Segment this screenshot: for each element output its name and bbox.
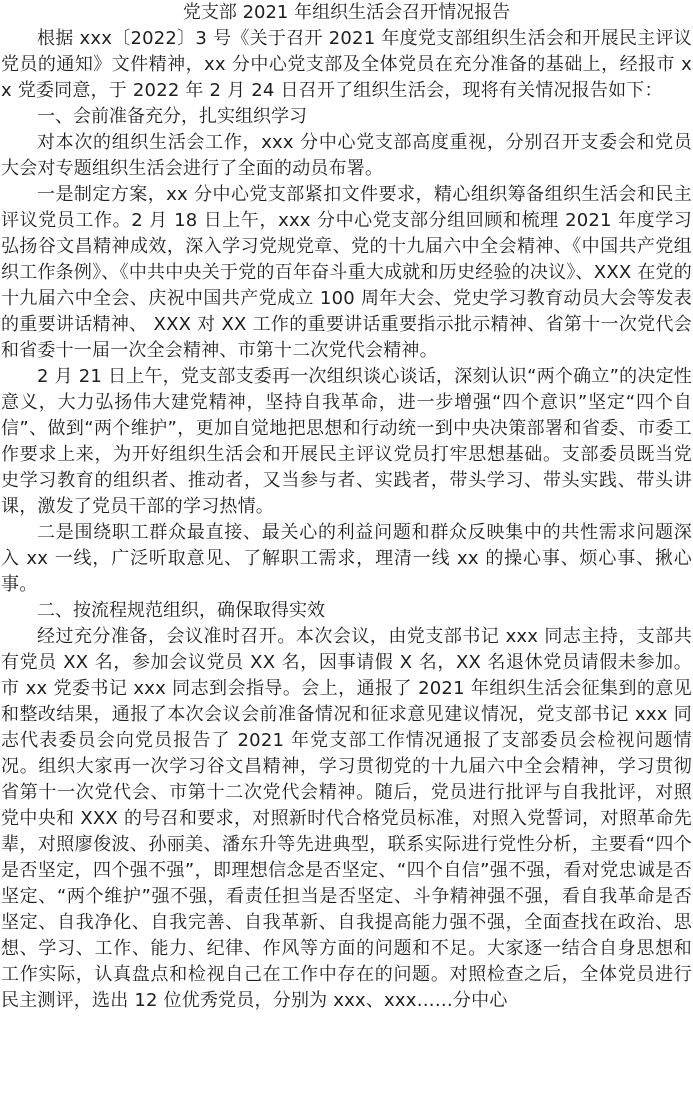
body-paragraph: 对本次的组织生活会工作，xxx 分中心党支部高度重视，分别召开支委会和党员大会对专题组织生活会进行了全面的动员布署。 xyxy=(1,132,692,179)
section-heading: 二、按流程规范组织，确保取得实效 xyxy=(37,600,325,621)
document-body xyxy=(1,26,692,1014)
document-title: 党支部 2021 年组织生活会召开情况报告 xyxy=(182,2,511,23)
body-paragraph: 二是围绕职工群众最直接、最关心的利益问题和群众反映集中的共性需求问题深入 xx 一线，广泛听取意见、了解职工需求，理清一线 xx 的操心事、烦心事、揪心事。 xyxy=(1,522,692,595)
body-paragraph: 2 月 21 日上午，党支部支委再一次组织谈心谈话，深刻认识“两个确立”的决定性意义，大力弘扬伟大建党精神，坚持自我革命，进一步增强“四个意识”坚定“四个自信”、做到“两个维护”，更加自觉地把思想和行动统一到中央决策部署和省委、市委工作要求上来，为开好组织生活会和开展民主评议党员打牢思想基础。支部委员既当党史学习教育的组织者、推动者，又当参与者、实践者，带头学习、带头实践、带头讲课，激发了党员干部的学习热情。 xyxy=(1,366,692,517)
body-paragraph: 根据 xxx〔2022〕3 号《关于召开 2021 年度党支部组织生活会和开展民主评议党员的通知》文件精神，xx 分中心党支部及全体党员在充分准备的基础上，经报市 xx 党委同意，于 2022 年 2 月 24 日召开了组织生活会，现将有关情况报告如下： xyxy=(1,28,692,101)
section-heading: 一、会前准备充分，扎实组织学习 xyxy=(37,106,307,127)
body-paragraph: 一是制定方案，xx 分中心党支部紧扣文件要求，精心组织筹备组织生活会和民主评议党员工作。2 月 18 日上午，xxx 分中心党支部分组回顾和梳理 2021 年度学习弘扬谷文昌精神成效，深入学习党规党章、党的十九届六中全会精神、《中国共产党组织工作条例》、《中共中央关于党的百年奋斗重大成就和历史经验的决议》、XXX 在党的十九届六中全会、庆祝中国共产党成立 100 周年大会、党史学习教育动员大会等发表的重要讲话精神、 XXX 对 XX 工作的重要讲话重要指示批示精神、省第十一次党代会和省委十一届一次全会精神、市第十二次党代会精神。 xyxy=(1,184,692,361)
body-paragraph: 经过充分准备，会议准时召开。本次会议，由党支部书记 xxx 同志主持，支部共有党员 XX 名，参加会议党员 XX 名，因事请假 X 名，XX 名退休党员请假未参加。市 xx 党委书记 xxx 同志到会指导。会上，通报了 2021 年组织生活会征集到的意见和整改结果，通报了本次会议会前准备情况和征求意见建议情况，党支部书记 xxx 同志代表委员会向党员报告了 2021 年党支部工作情况通报了支部委员会检视问题情况。组织大家再一次学习谷文昌精神，学习贯彻党的十九届六中全会精神，学习贯彻省第十一次党代会、市第十二次党代会精神。随后，党员进行批评与自我批评，对照党中央和 XXX 的号召和要求，对照新时代合格党员标准，对照入党誓词，对照革命先辈，对照廖俊波、孙丽美、潘东升等先进典型，联系实际进行党性分析，主要看“四个是否坚定，四个强不强”，即理想信念是否坚定、“四个自信”强不强，看对党忠诚是否坚定、“两个维护”强不强，看责任担当是否坚定、斗争精神强不强，看自我革命是否坚定、自我净化、自我完善、自我革新、自我提高能力强不强，全面查找在政治、思想、学习、工作、能力、纪律、作风等方面的问题和不足。大家逐一结合自身思想和工作实际，认真盘点和检视自己在工作中存在的问题。对照检查之后，全体党员进行民主测评，选出 12 位优秀党员，分别为 xxx、xxx……分中心 xyxy=(1,626,692,1011)
